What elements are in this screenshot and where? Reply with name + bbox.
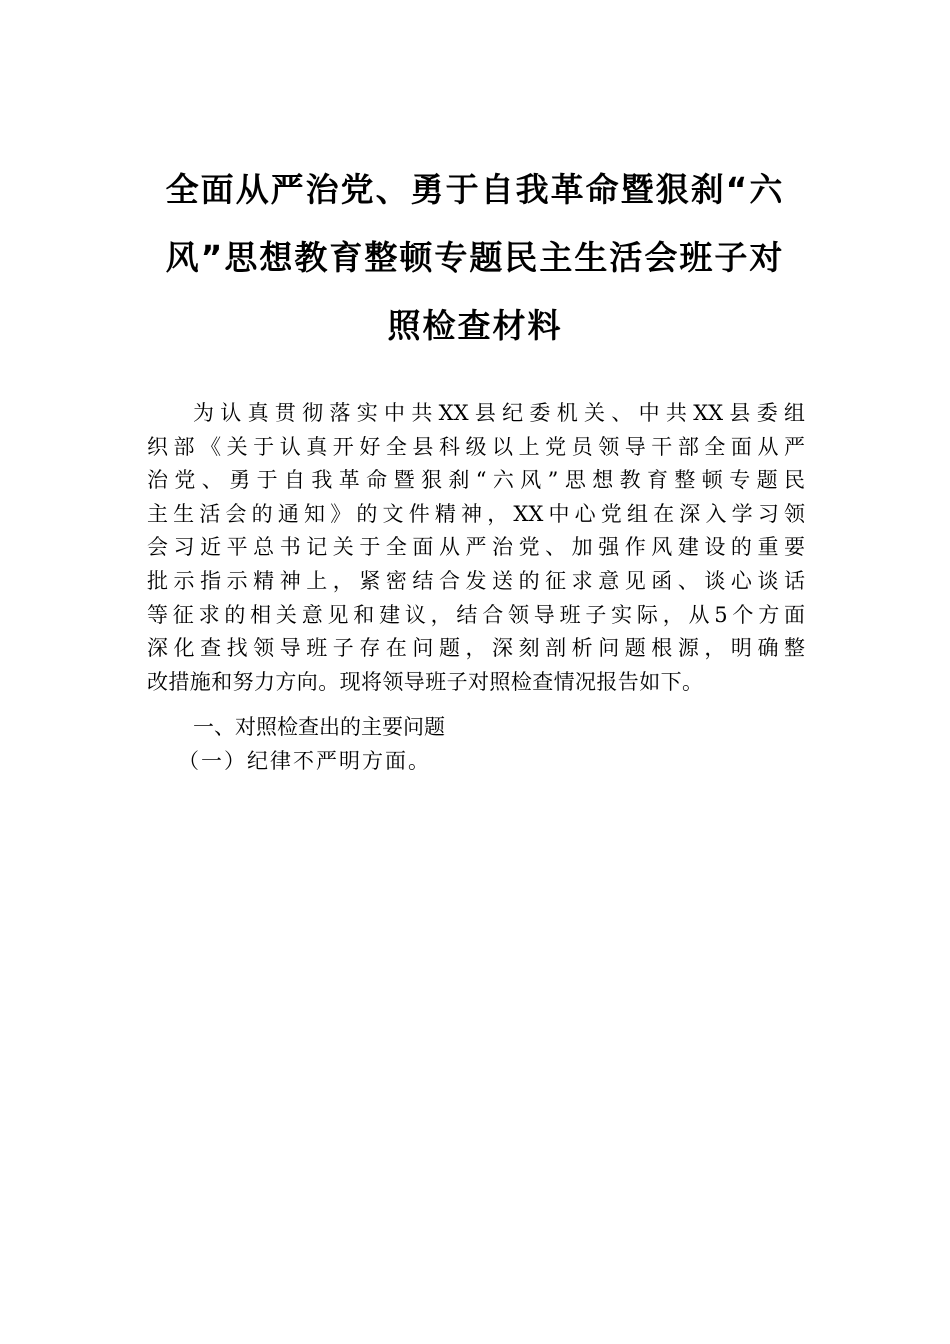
paragraph-line: 等征求的相关意见和建议，结合领导班子实际，从5个方面 — [147, 602, 805, 627]
title-line: 照检查材料 — [387, 306, 563, 345]
paragraph-line: 批示指示精神上，紧密结合发送的征求意见函、谈心谈话 — [147, 568, 805, 593]
paragraph-line: 治党、勇于自我革命暨狠刹“六风”思想教育整顿专题民 — [147, 468, 805, 493]
intro-paragraph — [147, 397, 805, 699]
subsection-heading: （一）纪律不严明方面。 — [178, 749, 431, 773]
paragraph-line: 深化查找领导班子存在问题，深刻剖析问题根源，明确整 — [147, 636, 805, 661]
paragraph-line: 织部《关于认真开好全县科级以上党员领导干部全面从严 — [147, 434, 805, 459]
title-line: 风”思想教育整顿专题民主生活会班子对 — [165, 238, 785, 277]
paragraph-line: 为认真贯彻落实中共XX县纪委机关、中共XX县委组 — [193, 401, 805, 425]
document-title — [148, 156, 802, 360]
title-line: 全面从严治党、勇于自我革命暨狠刹“六 — [165, 170, 785, 209]
paragraph-line: 改措施和努力方向。现将领导班子对照检查情况报告如下。 — [147, 669, 704, 694]
paragraph-line: 主生活会的通知》的文件精神，XX中心党组在深入学习领 — [147, 501, 805, 526]
section-heading: 一、对照检查出的主要问题 — [193, 715, 445, 739]
paragraph-line: 会习近平总书记关于全面从严治党、加强作风建设的重要 — [147, 535, 805, 560]
